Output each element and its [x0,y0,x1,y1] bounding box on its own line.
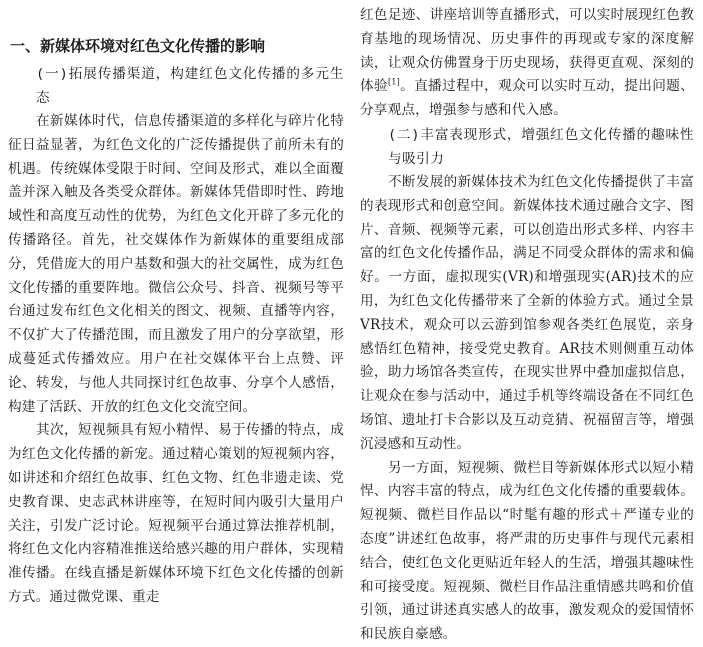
paragraph-3: 不断发展的新媒体技术为红色文化传播提供了丰富的表现形式和创意空间。新媒体技术通过融合文字、图片、音频、视频等元素，可以创造出形式多样、内容丰富的红色文化传播作品，满足不同受众群体的需求和偏好。一方面，虚拟现实(VR)和增强现实(AR)技术的应用，为红色文化传播带来了全新的体验方式。通过全景VR技术，观众可以云游到馆参观各类红色展览，亲身感悟红色精神，接受党史教育。AR技术则侧重互动体验，助力场馆各类宣传，在现实世界中叠加虚拟信息，让观众在参与活动中，通过手机等终端设备在不同红色场馆、遗址打卡合影以及互动竞猜、祝福留言等，增强沉浸感和互动性。 [360,173,694,452]
subsection-heading-1: (一)拓展传播渠道，构建红色文化传播的多元生态 [36,66,344,106]
subsection-heading-2: (二)丰富表现形式，增强红色文化传播的趣味性与吸引力 [388,126,694,167]
section-heading: 一、新媒体环境对红色文化传播的影响 [10,37,266,55]
paragraph-2-tail: 。直播过程中，观众可以实时互动，提出问题、分享观点，增强参与感和代入感。 [360,78,694,119]
paragraph-1: 在新媒体时代，信息传播渠道的多样化与碎片化特征日益显著，为红色文化的广泛传播提供了前所未有的机遇。传统媒体受限于时间、空间及形式，难以全面覆盖并深入触及各类受众群体。新媒体凭借即时性、跨地域性和高度互动性的优势，为红色文化开辟了多元化的传播路径。首先，社交媒体作为新媒体的重要组成部分，凭借庞大的用户基数和强大的社交属性，成为红色文化传播的重要阵地。微信公众号、抖音、视频号等平台通过发布红色文化相关的图文、视频、直播等内容，不仅扩大了传播范围，而且激发了用户的分享欲望，形成蔓延式传播效应。用户在社交媒体平台上点赞、评论、转发，与他人共同探讨红色故事、分享个人感悟，构建了活跃、开放的红色文化交流空间。 [8,113,344,415]
paragraph-2: 其次，短视频具有短小精悍、易于传播的特点，成为红色文化传播的新宠。通过精心策划的短视频内容，如讲述和介绍红色故事、红色文物、红色非遗走读、党史教育课、史志武林讲座等，在短时间内吸引大量用户关注，引发广泛讨论。短视频平台通过算法推荐机制，将红色文化内容精准推送给感兴趣的用户群体，实现精准传播。在线直播是新媒体环境下红色文化传播的创新方式。通过微党课、重走 [8,422,344,605]
paragraph-2-continued [360,4,694,123]
paragraph-4: 另一方面，短视频、微栏目等新媒体形式以短小精悍、内容丰富的特点，成为红色文化传播的重要载体。短视频、微栏目作品以“时髦有趣的形式＋严谨专业的态度”讲述红色故事，将严肃的历史事件与现代元素相结合，使红色文化更贴近年轻人的生活，增强其趣味性和可接受度。短视频、微栏目作品注重情感共鸣和价值引领，通过讲述真实感人的故事，激发观众的爱国情怀和民族自豪感。 [360,459,694,643]
left-column [8,4,344,610]
right-column [360,4,694,647]
citation-marker: [1] [388,77,400,87]
paragraph-2-continued-text: 红色足迹、讲座培训等直播形式，可以实时展现红色教育基地的现场情况、历史事件的再现或专家的深度解读，让观众仿佛置身于历史现场，获得更直观、深刻的体验 [360,7,694,95]
